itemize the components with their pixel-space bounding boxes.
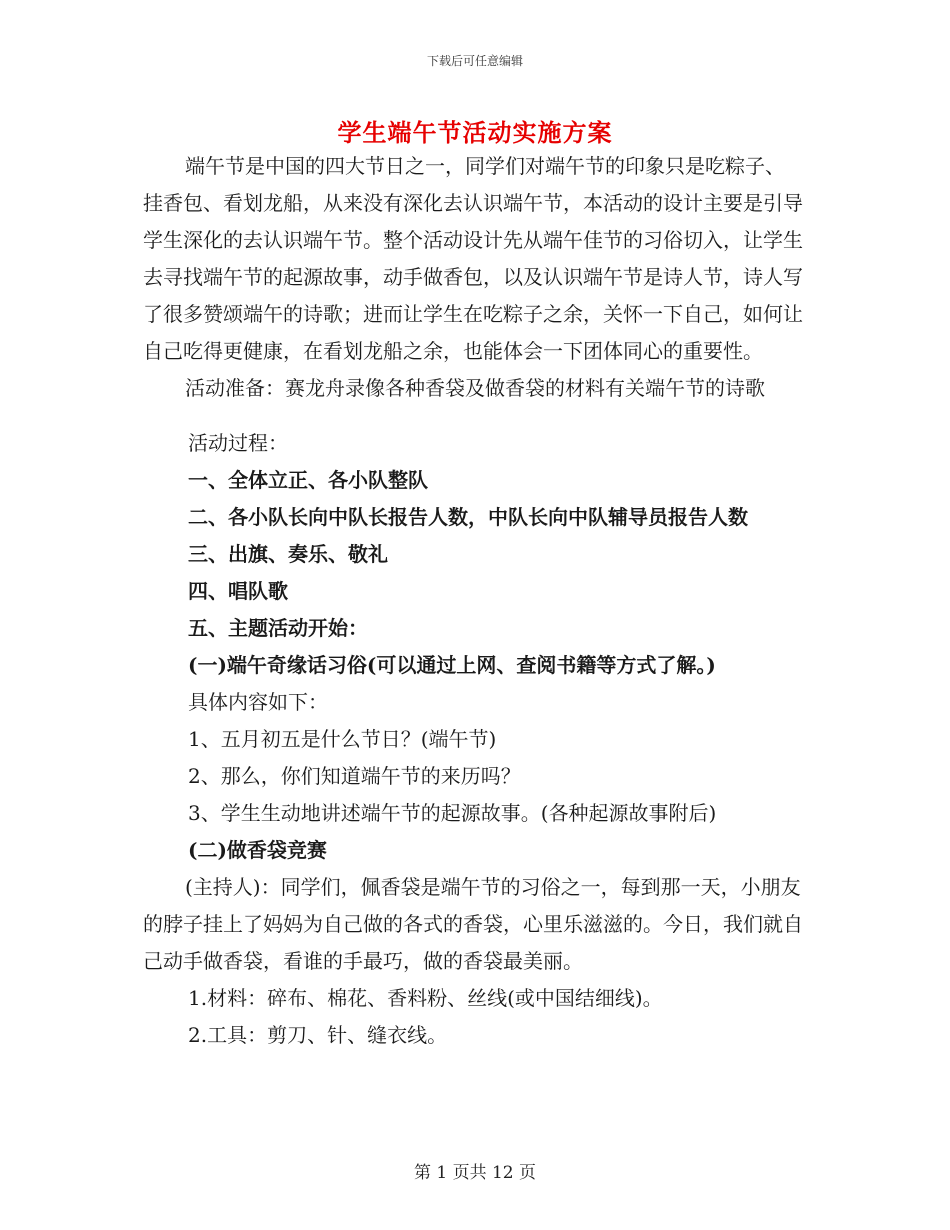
step-5: 五、主题活动开始：	[188, 616, 368, 640]
step-3: 三、出旗、奏乐、敬礼	[188, 542, 388, 566]
section1-item-3: 3、学生生动地讲述端午节的起源故事。(各种起源故事附后)	[188, 801, 717, 825]
section2-heading: (二)做香袋竞赛	[188, 838, 327, 862]
document-body	[143, 148, 803, 1054]
section2-host-text: (主持人)：同学们，佩香袋是端午节的习俗之一，每到那一天，小朋友的脖子挂上了妈妈为自己做的各式的香袋，心里乐滋滋的。今日，我们就自己动手做香袋，看谁的手最巧，做的香袋最美丽。	[143, 875, 803, 973]
page-number-footer: 第 1 页共 12 页	[413, 1163, 537, 1183]
step-4: 四、唱队歌	[188, 579, 288, 603]
section2-host-paragraph	[143, 869, 803, 980]
intro-paragraph	[143, 148, 803, 370]
preparation-paragraph: 活动准备：赛龙舟录像各种香袋及做香袋的材料有关端午节的诗歌	[185, 376, 765, 400]
section1-intro: 具体内容如下：	[188, 690, 328, 714]
section1-item-2: 2、那么，你们知道端午节的来历吗？	[188, 764, 521, 788]
step-1: 一、全体立正、各小队整队	[188, 468, 428, 492]
section2-item-2: 2.工具：剪刀、针、缝衣线。	[188, 1023, 448, 1047]
section2-item-1: 1.材料：碎布、棉花、香料粉、丝线(或中国结细线)。	[188, 986, 663, 1010]
intro-text: 端午节是中国的四大节日之一，同学们对端午节的印象只是吃粽子、挂香包、看划龙船，从来没有深化去认识端午节，本活动的设计主要是引导学生深化的去认识端午节。整个活动设计先从端午佳节的习俗切入，让学生去寻找端午节的起源故事，动手做香包，以及认识端午节是诗人节，诗人写了很多赞颂端午的诗歌；进而让学生在吃粽子之余，关怀一下自己，如何让自己吃得更健康，在看划龙船之余，也能体会一下团体同心的重要性。	[143, 154, 803, 363]
section1-heading: (一)端午奇缘话习俗(可以通过上网、查阅书籍等方式了解。)	[188, 653, 716, 677]
page-header-note: 下载后可任意编辑	[426, 54, 523, 68]
section1-item-1: 1、五月初五是什么节日？(端午节)	[188, 727, 497, 751]
document-title: 学生端午节活动实施方案	[337, 118, 613, 147]
process-label: 活动过程：	[188, 431, 288, 455]
step-2: 二、各小队长向中队长报告人数，中队长向中队辅导员报告人数	[188, 505, 748, 529]
